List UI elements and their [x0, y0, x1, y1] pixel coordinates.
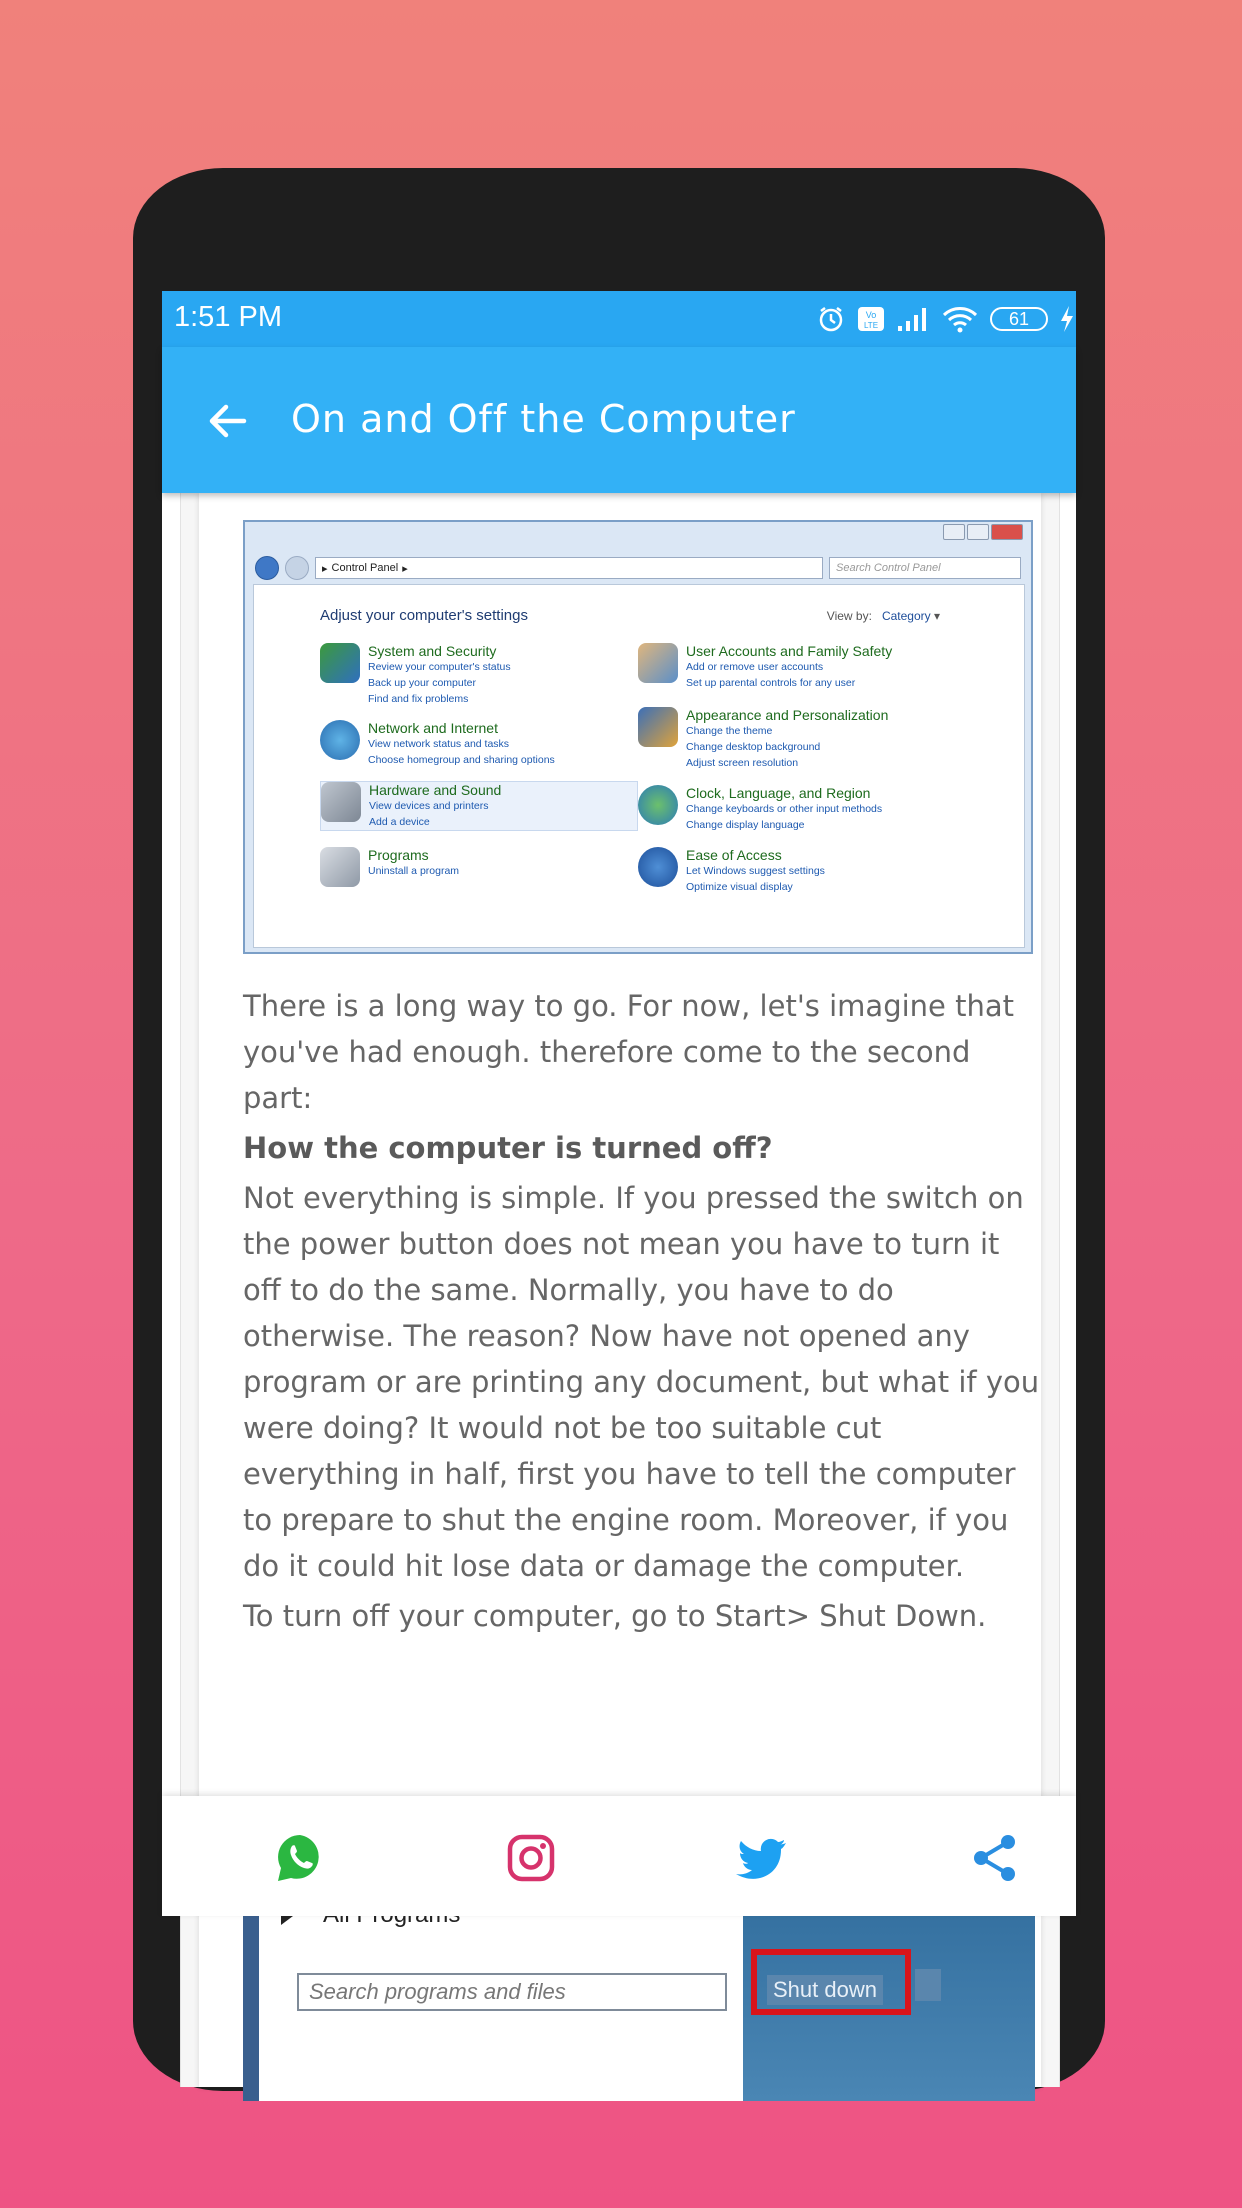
accessibility-icon: [638, 847, 678, 887]
status-time: 1:51 PM: [174, 301, 282, 333]
app-screen: [162, 291, 1076, 2004]
globe-icon: [320, 720, 360, 760]
battery-level: 61: [1008, 309, 1030, 329]
clock-globe-icon: [638, 785, 678, 825]
printer-icon: [321, 782, 361, 822]
programs-icon: [320, 847, 360, 887]
charging-icon: [1058, 304, 1076, 334]
category-clock-region: Clock, Language, and Region Change keyboards or other input methods Change display language: [638, 785, 968, 833]
article-paragraph: To turn off your computer, go to Start> Shut Down.: [243, 1599, 987, 1633]
category-network-internet: Network and Internet View network status and tasks Choose homegroup and sharing options: [320, 720, 650, 768]
window-buttons: [943, 524, 1023, 540]
view-by: View by: Category ▾: [826, 609, 940, 623]
article-text: [243, 983, 1043, 1643]
volte-icon: [856, 304, 886, 334]
wifi-icon: [940, 304, 980, 334]
status-bar: [162, 291, 1076, 347]
shutdown-highlight: [751, 1949, 911, 2015]
start-search-box: Search programs and files: [297, 1973, 727, 2011]
category-ease-of-access: Ease of Access Let Windows suggest settings Optimize visual display: [638, 847, 968, 895]
shutdown-button-label: Shut down: [767, 1975, 883, 2005]
address-field: ▸ Control Panel ▸: [315, 557, 823, 579]
category-programs: Programs Uninstall a program: [320, 847, 650, 887]
control-panel-image: [243, 520, 1033, 954]
share-icon[interactable]: [968, 1831, 1022, 1885]
category-user-accounts: User Accounts and Family Safety Add or remove user accounts Set up parental controls for any user: [638, 643, 968, 691]
instagram-icon[interactable]: [504, 1831, 558, 1885]
control-panel-search: Search Control Panel: [829, 557, 1021, 579]
alarm-icon: [816, 304, 846, 334]
appearance-icon: [638, 707, 678, 747]
article-heading: How the computer is turned off?: [243, 1131, 773, 1165]
shutdown-arrow-icon: [915, 1969, 941, 2001]
back-nav-icon: [255, 556, 279, 580]
battery-indicator: [990, 307, 1048, 331]
article-paragraph: There is a long way to go. For now, let's imagine that you've had enough. therefore come to the second part:: [243, 989, 1014, 1115]
shield-icon: [320, 643, 360, 683]
app-bar: [162, 347, 1076, 493]
control-panel-heading: Adjust your computer's settings: [320, 607, 528, 624]
svg-text:Vo: Vo: [865, 310, 877, 320]
category-hardware-sound: Hardware and Sound View devices and printers Add a device: [320, 781, 638, 831]
forward-nav-icon: [285, 556, 309, 580]
category-appearance: Appearance and Personalization Change the theme Change desktop background Adjust screen resolution: [638, 707, 968, 771]
back-arrow-icon[interactable]: [202, 395, 254, 447]
address-bar: [255, 554, 1021, 582]
share-bar: [162, 1796, 1076, 1916]
status-icons: [816, 297, 1076, 341]
control-panel-pane: [253, 584, 1025, 948]
page-title: On and Off the Computer: [291, 397, 796, 441]
svg-text:LTE: LTE: [863, 321, 879, 330]
whatsapp-icon[interactable]: [273, 1831, 327, 1885]
category-system-security: System and Security Review your computer's status Back up your computer Find and fix problems: [320, 643, 650, 707]
article-paragraph: Not everything is simple. If you pressed the switch on the power button does not mean you have to turn it off to do the same. Normally, you have to do otherwise. The reason? Now have not opened any program or are printing any document, but what if you were doing? It would not be too suitable cut everything in half, first you have to tell the computer to prepare to shut the engine room. Moreover, if you do it could hit lose data or damage the computer.: [243, 1181, 1040, 1583]
signal-icon: [896, 304, 930, 334]
twitter-icon[interactable]: [736, 1831, 790, 1885]
users-icon: [638, 643, 678, 683]
